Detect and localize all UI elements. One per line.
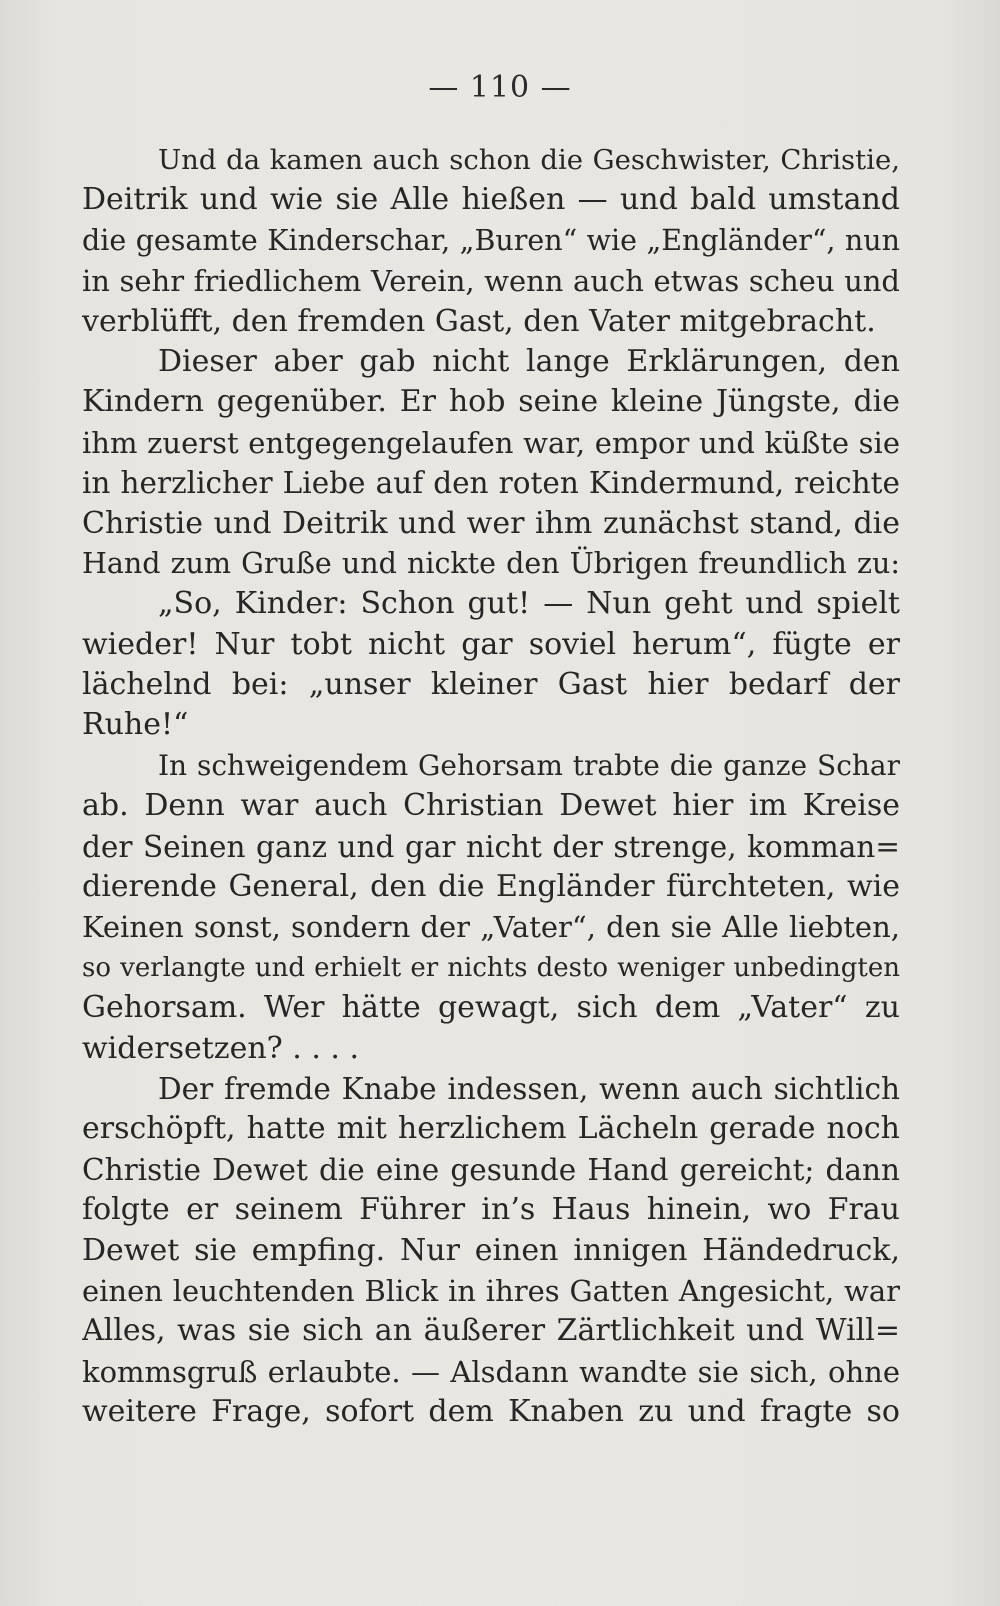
text-line: Gehorsam. Wer hätte gewagt, sich dem „Vater“ zu [82, 990, 900, 1026]
text-line: In schweigendem Gehorsam trabte die ganze Schar [158, 748, 900, 782]
text-line: dierende General, den die Engländer fürchteten, wie [82, 869, 900, 905]
text-line: Christie Dewet die eine gesunde Hand gereicht; dann [82, 1152, 900, 1187]
text-line: Deitrik und wie sie Alle hießen — und bald umstand [82, 182, 900, 218]
text-line: Dewet sie empfing. Nur einen innigen Händedruck, [82, 1232, 900, 1268]
text-line: Christie und Deitrik und wer ihm zunächst stand, die [82, 505, 900, 541]
text-line: einen leuchtenden Blick in ihres Gatten Angesicht, war [82, 1273, 900, 1308]
text-line: Ruhe!“ [82, 707, 189, 743]
text-line: in herzlicher Liebe auf den roten Kindermund, reichte [82, 466, 900, 501]
text-line: kommsgruß erlaubte. — Alsdann wandte sie sich, ohne [82, 1354, 900, 1389]
text-line: der Seinen ganz und gar nicht der strenge, komman= [82, 829, 900, 864]
text-line: so verlangte und erhielt er nichts desto weniger unbedingten [82, 952, 900, 983]
text-line: Alles, was sie sich an äußerer Zärtlichkeit und Will= [82, 1313, 900, 1349]
body-text [82, 140, 900, 1433]
text-line: „So, Kinder: Schon gut! — Nun geht und spielt [158, 586, 900, 622]
page-number: — 110 — [428, 70, 572, 105]
text-line: in sehr friedlichem Verein, wenn auch etwas scheu und [82, 264, 900, 299]
text-line: Der fremde Knabe indessen, wenn auch sichtlich [158, 1071, 900, 1106]
text-line: weitere Frage, sofort dem Knaben zu und fragte so [82, 1394, 900, 1430]
text-line: folgte er seinem Führer in’s Haus hinein, wo Frau [82, 1192, 900, 1228]
text-line: erschöpft, hatte mit herzlichem Lächeln gerade noch [82, 1111, 900, 1147]
text-line: ihm zuerst entgegengelaufen war, empor und küßte sie [82, 425, 900, 460]
text-line: Dieser aber gab nicht lange Erklärungen, den [158, 343, 900, 379]
text-line: verblüfft, den fremden Gast, den Vater mitgebracht. [82, 303, 876, 339]
text-line: lächelnd bei: „unser kleiner Gast hier bedarf der [82, 667, 900, 703]
text-line: Und da kamen auch schon die Geschwister, Christie, [158, 144, 900, 176]
text-line: widersetzen? . . . . [82, 1030, 360, 1066]
text-line: Hand zum Gruße und nickte den Übrigen freundlich zu: [82, 546, 900, 580]
text-line: Kindern gegenüber. Er hob seine kleine Jüngste, die [82, 384, 900, 420]
text-line: wieder! Nur tobt nicht gar soviel herum“, fügte er [82, 626, 900, 662]
text-line: Keinen sonst, sondern der „Vater“, den sie Alle liebten, [82, 910, 900, 945]
text-line: ab. Denn war auch Christian Dewet hier im Kreise [82, 788, 900, 824]
text-line: die gesamte Kinderschar, „Buren“ wie „Engländer“, nun [82, 223, 900, 257]
